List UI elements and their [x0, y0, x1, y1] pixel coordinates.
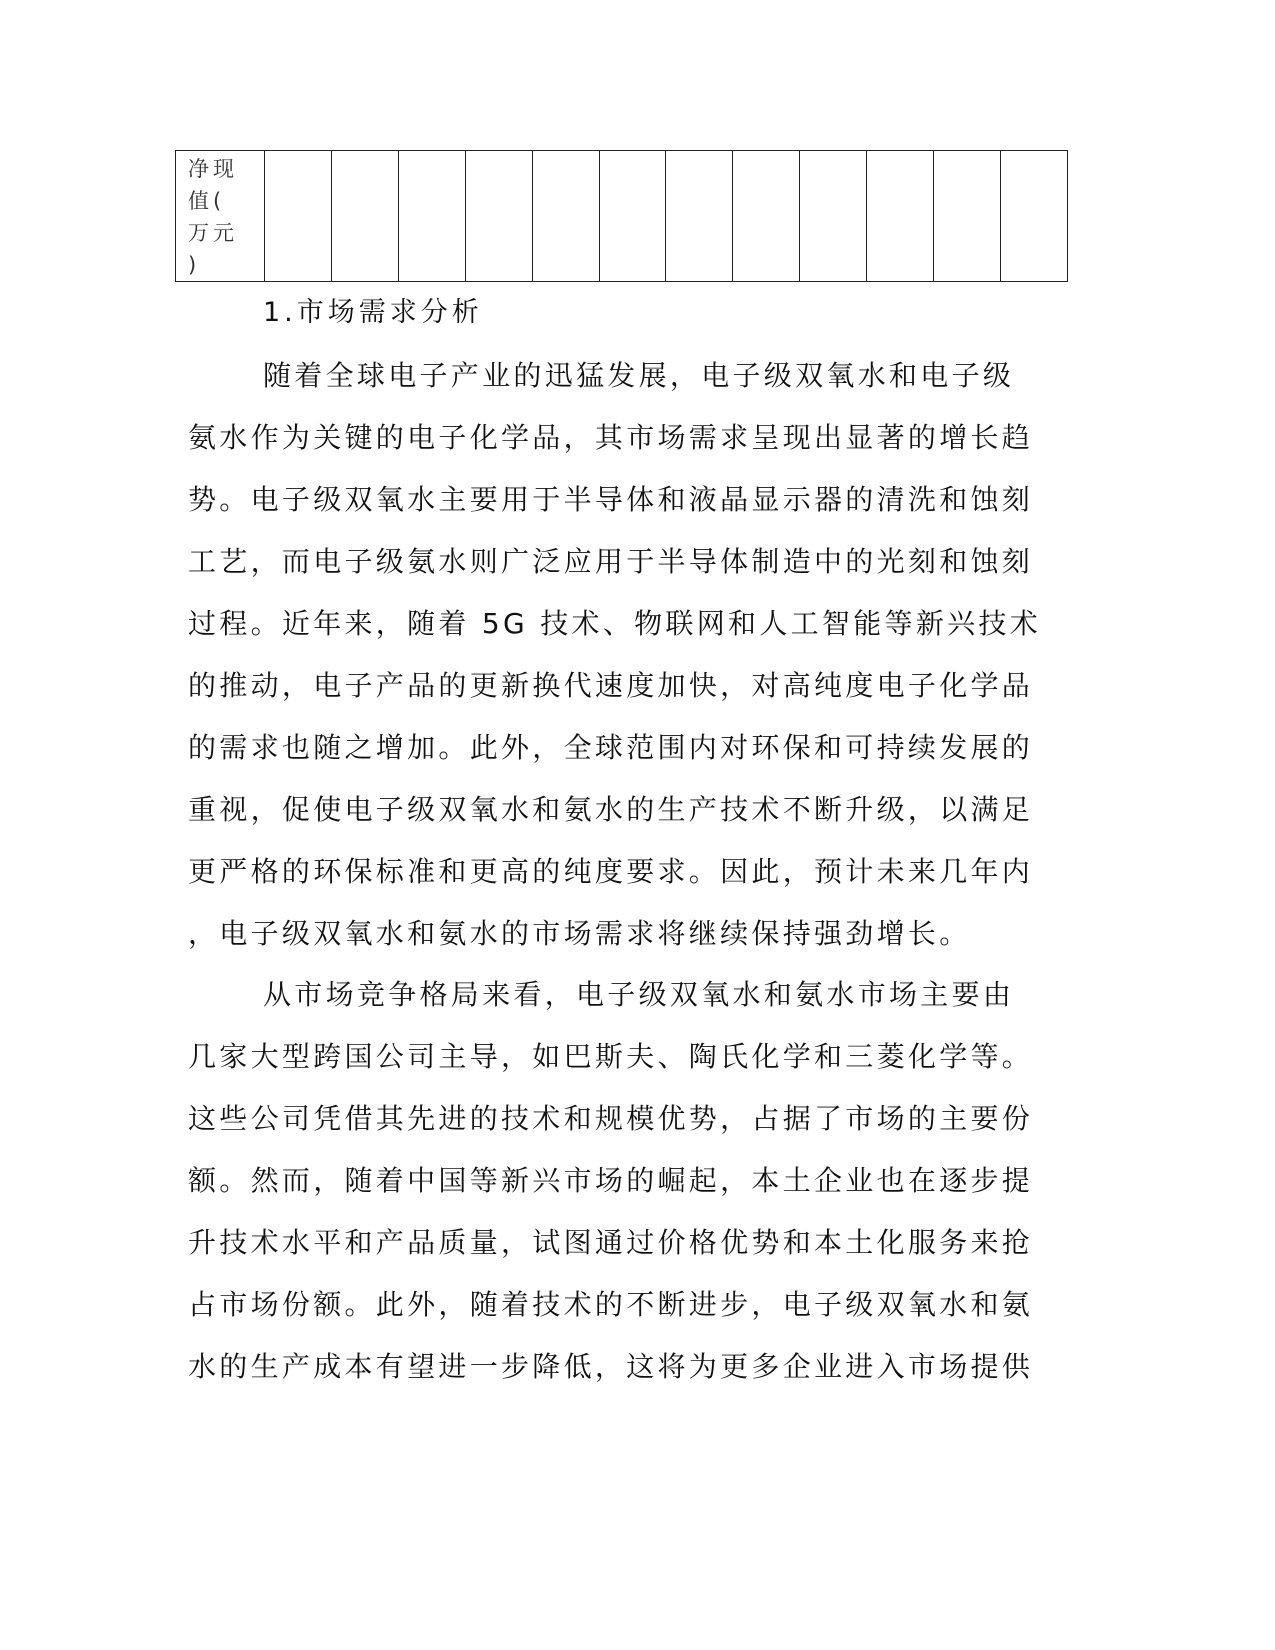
table-cell	[599, 151, 666, 282]
table-cell	[733, 151, 800, 282]
row-label-line: )	[188, 253, 201, 277]
npv-table	[175, 150, 1068, 282]
table-cell	[934, 151, 1001, 282]
row-label-line: 净现	[188, 157, 238, 181]
table-cell	[800, 151, 867, 282]
paragraph-line: 额。然而，随着中国等新兴市场的崛起，本土企业也在逐步提	[188, 1164, 1034, 1197]
table-cell	[465, 151, 532, 282]
row-label-line: 值(	[188, 189, 226, 213]
paragraph-competition	[188, 964, 1081, 1398]
row-label-line: 万元	[188, 221, 238, 245]
table-row	[176, 151, 1068, 282]
paragraph-market-demand	[188, 345, 1081, 965]
paragraph-line: 从市场竞争格局来看，电子级双氧水和氨水市场主要由	[263, 978, 1015, 1011]
table-cell	[331, 151, 398, 282]
paragraph-line: 势。电子级双氧水主要用于半导体和液晶显示器的清洗和蚀刻	[188, 483, 1034, 516]
paragraph-line: 升技术水平和产品质量，试图通过价格优势和本土化服务来抢	[188, 1226, 1034, 1259]
paragraph-line: 的推动，电子产品的更新换代速度加快，对高纯度电子化学品	[188, 669, 1034, 702]
npv-table-container	[175, 150, 1068, 275]
table-cell	[666, 151, 733, 282]
table-cell	[265, 151, 332, 282]
table-cell	[867, 151, 934, 282]
section-heading: 1.市场需求分析	[263, 297, 483, 328]
paragraph-line: 几家大型跨国公司主导，如巴斯夫、陶氏化学和三菱化学等。	[188, 1040, 1034, 1073]
paragraph-line: 过程。近年来，随着 5G 技术、物联网和人工智能等新兴技术	[188, 607, 1042, 640]
paragraph-line: 这些公司凭借其先进的技术和规模优势，占据了市场的主要份	[188, 1102, 1034, 1135]
paragraph-line: 氨水作为关键的电子化学品，其市场需求呈现出显著的增长趋	[188, 421, 1034, 454]
paragraph-line: 更严格的环保标准和更高的纯度要求。因此，预计未来几年内	[188, 855, 1034, 888]
paragraph-line: 重视，促使电子级双氧水和氨水的生产技术不断升级，以满足	[188, 793, 1034, 826]
paragraph-line: 的需求也随之增加。此外，全球范围内对环保和可持续发展的	[188, 731, 1034, 764]
row-label-cell	[176, 151, 265, 282]
paragraph-line: ，电子级双氧水和氨水的市场需求将继续保持强劲增长。	[188, 917, 971, 950]
paragraph-line: 占市场份额。此外，随着技术的不断进步，电子级双氧水和氨	[188, 1288, 1034, 1321]
paragraph-line: 随着全球电子产业的迅猛发展，电子级双氧水和电子级	[263, 359, 1015, 392]
paragraph-line: 工艺，而电子级氨水则广泛应用于半导体制造中的光刻和蚀刻	[188, 545, 1034, 578]
table-cell	[532, 151, 599, 282]
paragraph-line: 水的生产成本有望进一步降低，这将为更多企业进入市场提供	[188, 1350, 1034, 1383]
table-cell	[1000, 151, 1067, 282]
table-cell	[398, 151, 465, 282]
